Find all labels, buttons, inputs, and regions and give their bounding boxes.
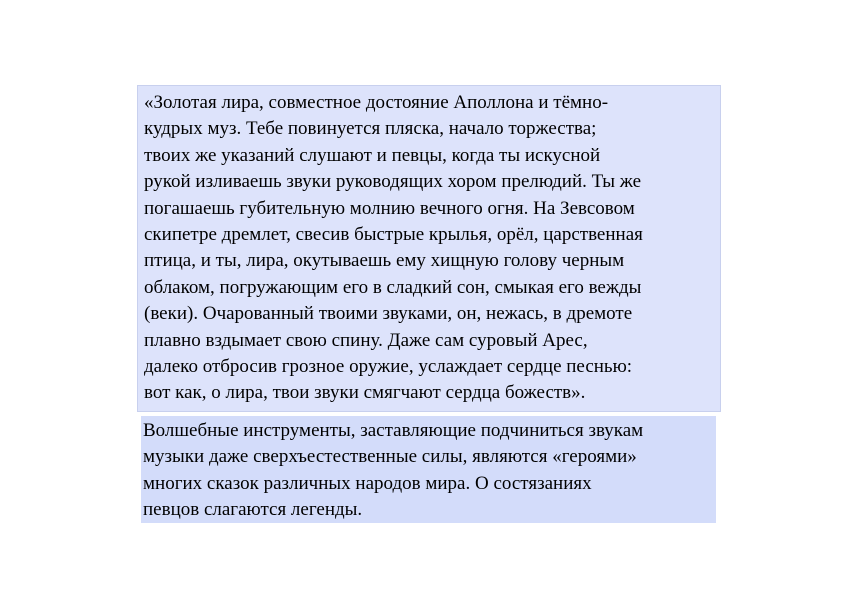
note-line: многих сказок различных народов мира. О состязаниях xyxy=(143,472,592,494)
quote-line: облаком, погружающим его в сладкий сон, смыкая его вежды xyxy=(144,276,642,298)
quote-line: плавно вздымает свою спину. Даже сам суровый Арес, xyxy=(144,329,588,351)
quote-line: вот как, о лира, твои звуки смягчают сердца божеств». xyxy=(144,382,586,404)
quote-line: скипетре дремлет, свесив быстрые крылья, орёл, царственная xyxy=(144,224,643,246)
quote-line: рукой изливаешь звуки руководящих хором прелюдий. Ты же xyxy=(144,171,642,193)
note-line: Волшебные инструменты, заставляющие подчиниться звукам xyxy=(143,420,644,441)
note-text-block xyxy=(141,416,716,523)
quote-text-block xyxy=(137,85,721,412)
quote-line: твоих же указаний слушают и певцы, когда ты искусной xyxy=(144,144,601,166)
quote-line: далеко отбросив грозное оружие, услаждает сердце песнью: xyxy=(144,356,633,378)
note-line: певцов слагаются легенды. xyxy=(143,499,363,521)
quote-line: погашаешь губительную молнию вечного огня. На Зевсовом xyxy=(144,197,635,219)
quote-line: птица, и ты, лира, окутываешь ему хищную голову черным xyxy=(144,250,625,272)
quote-line: (веки). Очарованный твоими звуками, он, нежась, в дремоте xyxy=(144,303,633,325)
note-line: музыки даже сверхъестественные силы, являются «героями» xyxy=(143,446,637,468)
quote-line: кудрых муз. Тебе повинуется пляска, начало торжества; xyxy=(144,118,597,140)
quote-line: «Золотая лира, совместное достояние Аполлона и тёмно- xyxy=(144,92,609,113)
